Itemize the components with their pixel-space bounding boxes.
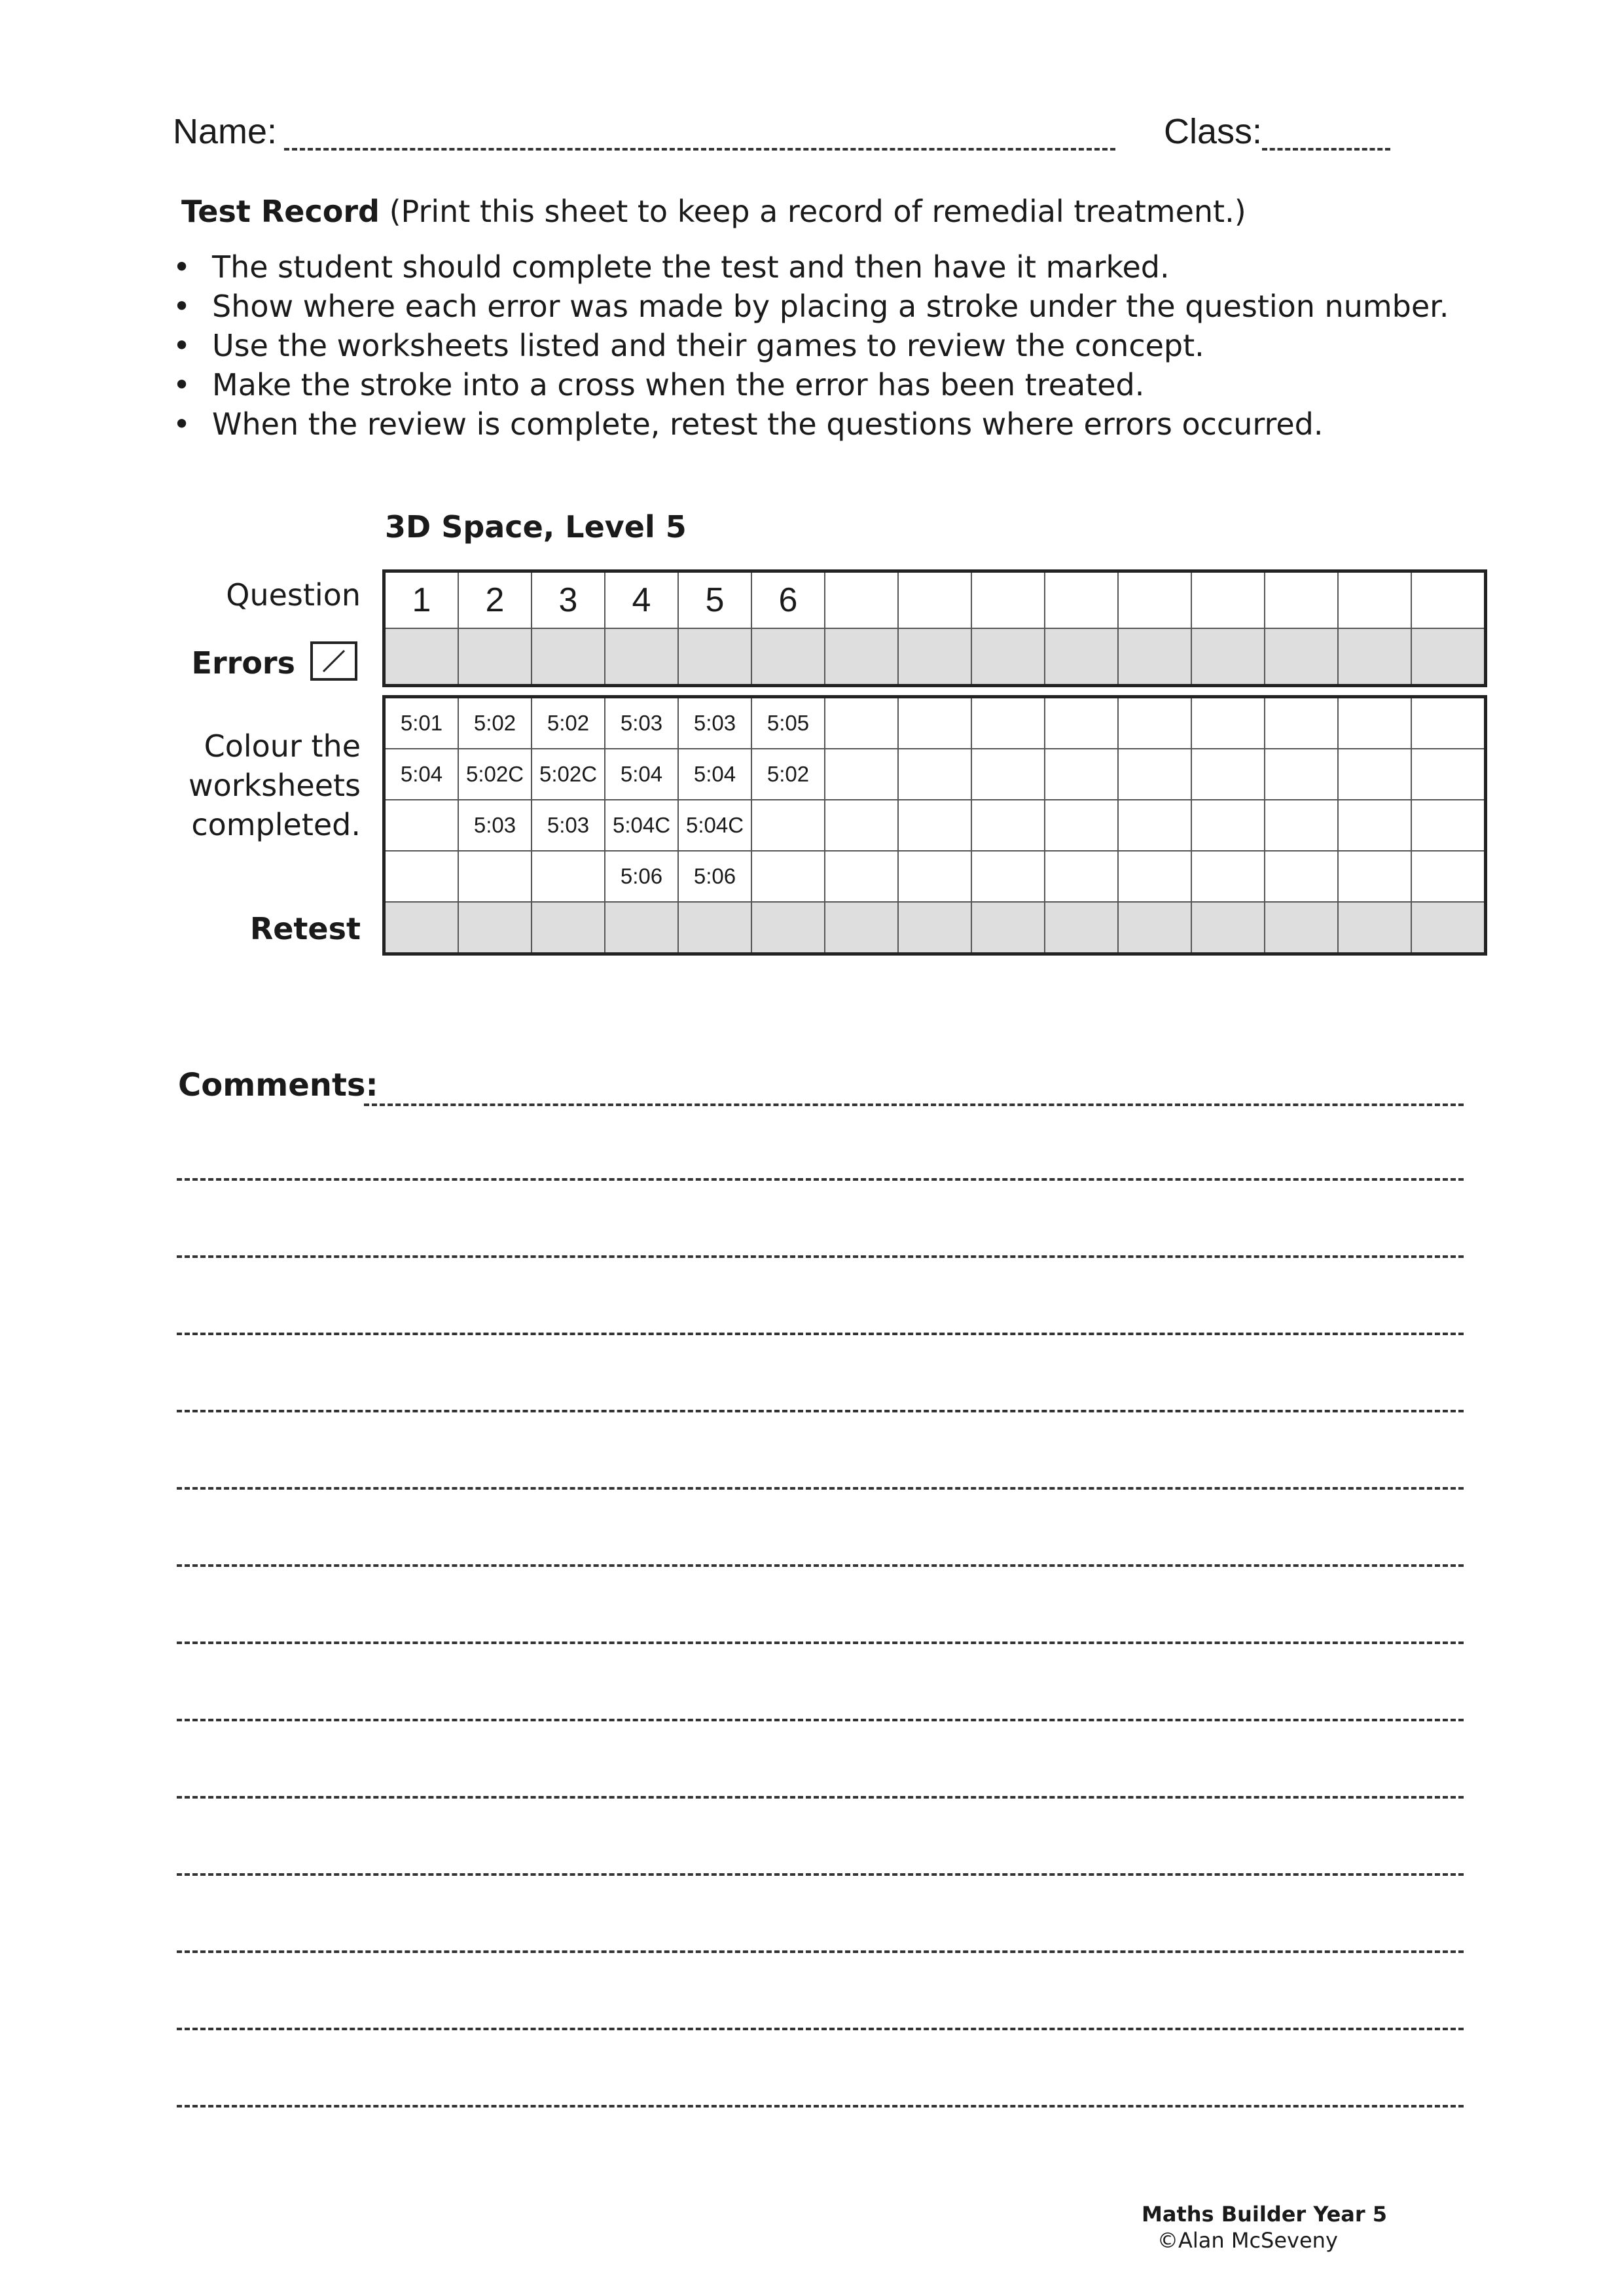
question-number-cell [971,571,1045,629]
worksheet-cell[interactable]: 5:06 [605,851,678,902]
worksheet-cell[interactable]: 5:05 [751,697,825,749]
question-number-cell [1118,571,1191,629]
worksheet-cell[interactable] [898,800,971,851]
worksheet-cell[interactable] [751,800,825,851]
worksheet-cell[interactable]: 5:02C [532,749,605,800]
question-number-cell [1338,571,1411,629]
error-mark-cell[interactable] [751,628,825,686]
worksheet-cell[interactable] [1045,697,1118,749]
worksheet-cell[interactable] [1338,851,1411,902]
bullet-icon: • [173,406,191,442]
question-number-cell: 4 [605,571,678,629]
worksheet-cell[interactable] [825,749,898,800]
worksheet-cell[interactable] [971,800,1045,851]
comment-line[interactable] [177,1255,1464,1258]
retest-cell[interactable] [1265,902,1338,954]
test-record-title: Test Record [181,194,380,229]
worksheet-cell[interactable] [825,800,898,851]
error-mark-cell[interactable] [1045,628,1118,686]
worksheet-cell[interactable]: 5:02 [532,697,605,749]
error-mark-cell[interactable] [971,628,1045,686]
bullet-icon: • [173,367,191,403]
instructions-heading [181,194,1246,229]
name-label: Name: [173,112,278,151]
error-mark-cell[interactable] [384,628,459,686]
worksheet-cell[interactable] [1265,800,1338,851]
error-mark-cell[interactable] [1265,628,1338,686]
worksheet-row [384,697,1486,749]
worksheet-cell[interactable]: 5:04 [678,749,751,800]
worksheet-cell[interactable] [1265,749,1338,800]
instruction-text: The student should complete the test and then have it marked. [212,249,1170,285]
footer-copyright: ©Alan McSeveny [1157,2228,1338,2253]
retest-cell[interactable] [1191,902,1265,954]
comment-line[interactable] [364,1103,1464,1106]
retest-cell[interactable] [1338,902,1411,954]
worksheet-cell[interactable] [1265,851,1338,902]
error-mark-cell[interactable] [458,628,532,686]
error-mark-cell[interactable] [825,628,898,686]
worksheet-cell[interactable] [898,697,971,749]
list-item [173,247,1449,287]
worksheets-label-line: Colour the [204,728,361,764]
record-title: 3D Space, Level 5 [385,509,687,545]
retest-cell[interactable] [1411,902,1486,954]
error-mark-cell[interactable] [1411,628,1486,686]
retest-cell[interactable] [1118,902,1191,954]
stroke-key-icon [310,641,357,681]
comments-label: Comments: [178,1067,378,1103]
question-number-cell: 6 [751,571,825,629]
worksheet-cell[interactable] [1338,800,1411,851]
worksheets-label-line: completed. [191,807,361,842]
worksheet-cell[interactable] [971,851,1045,902]
instruction-text: Make the stroke into a cross when the error has been treated. [212,367,1145,403]
worksheet-cell[interactable]: 5:03 [605,697,678,749]
worksheet-cell[interactable] [1411,749,1486,800]
worksheet-cell[interactable] [825,697,898,749]
retest-cell[interactable] [971,902,1045,954]
worksheet-cell[interactable]: 5:03 [458,800,532,851]
worksheet-row [384,800,1486,851]
error-mark-cell[interactable] [1338,628,1411,686]
question-number-cell [1191,571,1265,629]
worksheets-label [189,726,361,844]
worksheet-cell[interactable]: 5:04 [605,749,678,800]
retest-cell[interactable] [458,902,532,954]
worksheet-cell[interactable] [1118,697,1191,749]
worksheet-cell[interactable] [1411,697,1486,749]
comment-line[interactable] [177,1178,1464,1181]
comment-line[interactable] [177,1641,1464,1644]
comment-line[interactable] [177,2028,1464,2030]
instruction-text: When the review is complete, retest the questions where errors occurred. [212,406,1324,442]
worksheet-cell[interactable] [1191,800,1265,851]
worksheet-cell[interactable] [751,851,825,902]
class-field[interactable] [1262,148,1390,151]
worksheet-cell[interactable] [1045,851,1118,902]
worksheet-table [382,695,1487,956]
name-field[interactable] [284,148,1115,151]
error-mark-cell[interactable] [532,628,605,686]
comment-line[interactable] [177,1564,1464,1567]
error-mark-cell[interactable] [1191,628,1265,686]
error-mark-cell[interactable] [1118,628,1191,686]
worksheet-cell[interactable]: 5:02 [458,697,532,749]
worksheet-cell[interactable] [384,800,459,851]
bullet-icon: • [173,249,191,285]
comment-line[interactable] [177,1950,1464,1953]
errors-row [384,628,1486,686]
comment-line[interactable] [177,1873,1464,1876]
question-number-cell: 2 [458,571,532,629]
retest-cell[interactable] [1045,902,1118,954]
footer-title: Maths Builder Year 5 [1142,2202,1388,2227]
error-mark-cell[interactable] [605,628,678,686]
retest-cell[interactable] [678,902,751,954]
worksheet-cell[interactable] [1265,697,1338,749]
retest-cell[interactable] [751,902,825,954]
comment-line[interactable] [177,1487,1464,1490]
worksheet-cell[interactable]: 5:03 [532,800,605,851]
worksheets-label-line: worksheets [188,768,361,803]
retest-cell[interactable] [825,902,898,954]
bullet-icon: • [173,289,191,324]
question-number-cell: 5 [678,571,751,629]
worksheet-cell[interactable] [1191,749,1265,800]
test-record-note: (Print this sheet to keep a record of remedial treatment.) [379,194,1246,229]
worksheet-cell[interactable]: 5:06 [678,851,751,902]
worksheet-cell[interactable]: 5:04C [678,800,751,851]
comment-line[interactable] [177,2105,1464,2108]
question-number-cell [825,571,898,629]
worksheet-cell[interactable] [1045,749,1118,800]
list-item [173,287,1449,326]
worksheet-cell[interactable] [1411,800,1486,851]
retest-cell[interactable] [384,902,459,954]
worksheet-cell[interactable] [825,851,898,902]
question-number-cell [1411,571,1486,629]
retest-cell[interactable] [898,902,971,954]
errors-row-label: Errors [191,645,295,681]
instructions-list [173,247,1449,444]
worksheet-cell[interactable] [1191,851,1265,902]
worksheet-cell[interactable]: 5:04 [384,749,459,800]
list-item [173,365,1449,404]
worksheet-cell[interactable] [1118,800,1191,851]
comment-line[interactable] [177,1333,1464,1335]
question-number-cell [1265,571,1338,629]
comment-line[interactable] [177,1796,1464,1799]
worksheet-cell[interactable]: 5:01 [384,697,459,749]
error-mark-cell[interactable] [678,628,751,686]
question-row [384,571,1486,629]
comment-line[interactable] [177,1719,1464,1721]
worksheet-cell[interactable] [898,851,971,902]
worksheet-cell[interactable] [532,851,605,902]
worksheet-row [384,749,1486,800]
question-number-cell [898,571,971,629]
worksheet-cell[interactable]: 5:02 [751,749,825,800]
worksheet-cell[interactable] [971,749,1045,800]
comment-line[interactable] [177,1410,1464,1412]
worksheet-cell[interactable] [1338,697,1411,749]
worksheet-cell[interactable]: 5:04C [605,800,678,851]
worksheet-cell[interactable] [1118,749,1191,800]
worksheet-cell[interactable] [1411,851,1486,902]
worksheet-cell[interactable] [1191,697,1265,749]
question-number-cell [1045,571,1118,629]
worksheet-cell[interactable] [384,851,459,902]
retest-row-label: Retest [249,911,361,946]
retest-cell[interactable] [532,902,605,954]
error-mark-cell[interactable] [898,628,971,686]
worksheet-cell[interactable] [1045,800,1118,851]
worksheet-cell[interactable] [458,851,532,902]
question-number-cell: 3 [532,571,605,629]
instruction-text: Use the worksheets listed and their games to review the concept. [212,328,1204,363]
worksheet-cell[interactable] [971,697,1045,749]
question-number-cell: 1 [384,571,459,629]
list-item [173,404,1449,444]
retest-row [384,902,1486,954]
worksheet-cell[interactable] [1118,851,1191,902]
worksheet-cell[interactable] [1338,749,1411,800]
worksheet-cell[interactable]: 5:02C [458,749,532,800]
question-error-table [382,569,1487,687]
bullet-icon: • [173,328,191,363]
worksheet-cell[interactable]: 5:03 [678,697,751,749]
question-row-label: Question [226,577,361,613]
worksheet-row [384,851,1486,902]
class-label: Class: [1164,112,1263,151]
list-item [173,326,1449,365]
retest-cell[interactable] [605,902,678,954]
worksheet-cell[interactable] [898,749,971,800]
instruction-text: Show where each error was made by placing a stroke under the question number. [212,289,1449,324]
